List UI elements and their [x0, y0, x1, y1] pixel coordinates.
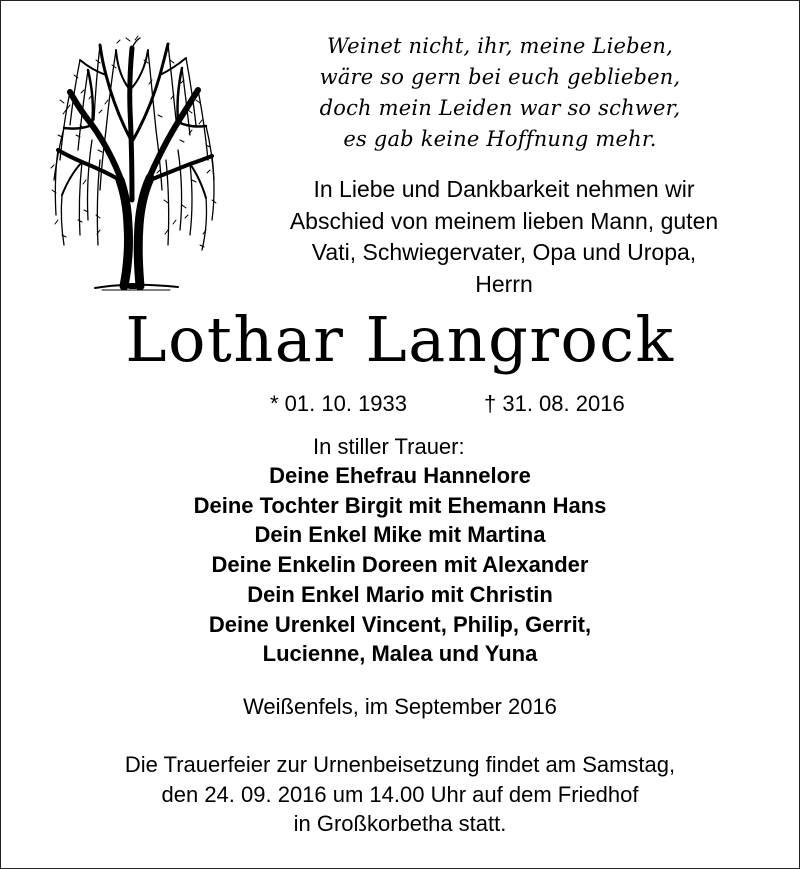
life-dates	[0, 389, 800, 419]
poem-line: doch mein Leiden war so schwer,	[319, 96, 681, 120]
intro-line: Vati, Schwiegervater, Opa und Uropa,	[311, 239, 697, 265]
death-date: † 31. 08. 2016	[484, 391, 625, 416]
mourners-list	[0, 461, 800, 669]
mourner-line: Deine Tochter Birgit mit Ehemann Hans	[193, 492, 607, 518]
deceased-name: Lothar Langrock	[125, 303, 675, 376]
intro-line: Herrn	[475, 270, 533, 297]
poem-line: es gab keine Hoffnung mehr.	[343, 127, 657, 151]
mourner-line: Dein Enkel Mike mit Martina	[254, 522, 546, 548]
place-date: Weißenfels, im September 2016	[243, 694, 557, 719]
ceremony-info	[0, 750, 800, 839]
poem-line: wäre so gern bei euch geblieben,	[319, 65, 681, 89]
ceremony-line: Die Trauerfeier zur Urnenbeisetzung findet am Samstag,	[124, 752, 676, 777]
poem	[230, 31, 770, 155]
mourner-line: Deine Enkelin Doreen mit Alexander	[211, 552, 589, 578]
ceremony-line: den 24. 09. 2016 um 14.00 Uhr auf dem Friedhof	[161, 781, 639, 807]
intro-line: Abschied von meinem lieben Mann, guten	[289, 207, 719, 234]
farewell-intro	[240, 174, 768, 300]
mourner-line: Deine Urenkel Vincent, Philip, Gerrit,	[208, 611, 592, 637]
mourner-line: Lucienne, Malea und Yuna	[262, 641, 538, 667]
birth-date: * 01. 10. 1933	[270, 391, 408, 416]
weeping-tree-icon	[40, 30, 220, 292]
poem-line: Weinet nicht, ihr, meine Lieben,	[327, 34, 673, 58]
mourners-label: In stiller Trauer:	[313, 434, 465, 459]
mourner-line: Deine Ehefrau Hannelore	[269, 463, 531, 488]
ceremony-line: in Großkorbetha statt.	[293, 811, 507, 836]
mourner-line: Dein Enkel Mario mit Christin	[247, 581, 553, 607]
intro-line: In Liebe und Dankbarkeit nehmen wir	[313, 176, 695, 202]
